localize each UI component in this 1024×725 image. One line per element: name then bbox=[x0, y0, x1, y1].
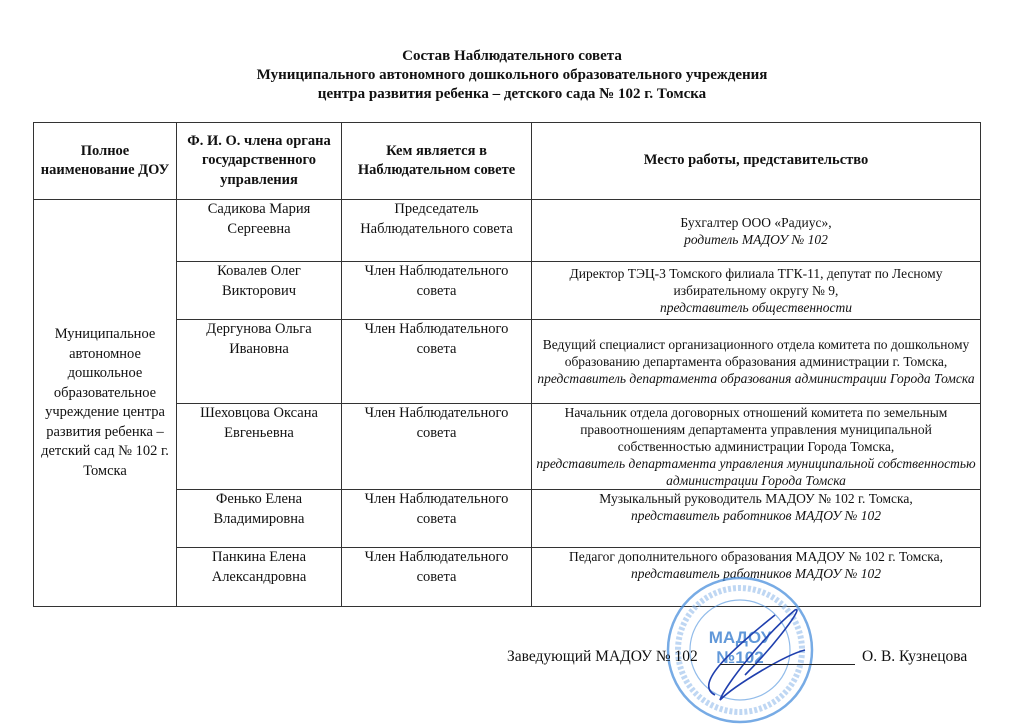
header-institution: Полное наименование ДОУ bbox=[34, 123, 177, 200]
table-header bbox=[34, 123, 981, 200]
table-row bbox=[34, 262, 981, 320]
table-row bbox=[34, 200, 981, 262]
member-role: Член Наблюдательного совета bbox=[342, 548, 532, 607]
work-text: Педагог дополнительного образования МАДОУ № 102 г. Томска, bbox=[568, 549, 944, 564]
table-row bbox=[34, 320, 981, 404]
document-title bbox=[0, 47, 1024, 104]
member-work bbox=[532, 490, 981, 548]
council-table bbox=[33, 122, 981, 607]
work-text: Бухгалтер ООО «Радиус», bbox=[680, 214, 832, 230]
member-work bbox=[532, 200, 981, 262]
table-row bbox=[34, 548, 981, 607]
member-work bbox=[532, 404, 981, 490]
table-row bbox=[34, 404, 981, 490]
rep-text: представитель работников МАДОУ № 102 bbox=[631, 566, 881, 581]
member-name: Шеховцова Оксана Евгеньевна bbox=[177, 404, 342, 490]
svg-text:№102: №102 bbox=[716, 648, 764, 667]
rep-text: родитель МАДОУ № 102 bbox=[684, 231, 828, 247]
member-name: Фенько Елена Владимировна bbox=[177, 490, 342, 548]
rep-text: представитель общественности bbox=[660, 300, 852, 315]
rep-text: представитель работников МАДОУ № 102 bbox=[631, 508, 881, 523]
title-line-1: Состав Наблюдательного совета bbox=[402, 48, 622, 64]
work-text: Музыкальный руководитель МАДОУ № 102 г. Томска, bbox=[599, 491, 913, 506]
header-role: Кем является в Наблюдательном совете bbox=[342, 123, 532, 200]
rep-text: представитель департамента управления муниципальной собственностью администрации Города Томска bbox=[536, 456, 976, 488]
signatory-name: О. В. Кузнецова bbox=[862, 648, 968, 665]
title-line-2: Муниципального автономного дошкольного образовательного учреждения bbox=[256, 67, 768, 83]
work-text: Начальник отдела договорных отношений комитета по земельным правоотношениям департамента управления муниципальной собственностью администрации Города Томска, bbox=[564, 405, 948, 454]
member-role: Член Наблюдательного совета bbox=[342, 262, 532, 320]
title-line-3: центра развития ребенка – детского сада № 102 г. Томска bbox=[317, 86, 707, 102]
rep-text: представитель департамента образования администрации Города Томска bbox=[537, 371, 975, 386]
header-name: Ф. И. О. члена органа государственного управления bbox=[177, 123, 342, 200]
work-text: Ведущий специалист организационного отдела комитета по дошкольному образованию департамента образования администрации г. Томска, bbox=[542, 337, 970, 369]
member-role: Член Наблюдательного совета bbox=[342, 490, 532, 548]
member-name: Дергунова Ольга Ивановна bbox=[177, 320, 342, 404]
institution-cell: Муниципальное автономное дошкольное образовательное учреждение центра развития ребенка – детский сад № 102 г. Томска bbox=[34, 200, 177, 607]
member-name: Панкина Елена Александровна bbox=[177, 548, 342, 607]
member-work bbox=[532, 262, 981, 320]
svg-text:МАДОУ: МАДОУ bbox=[708, 628, 772, 647]
header-work: Место работы, представительство bbox=[532, 123, 981, 200]
work-text: Директор ТЭЦ-3 Томского филиала ТГК-11, депутат по Лесному избирательному округу № 9, bbox=[569, 266, 943, 298]
member-work bbox=[532, 320, 981, 404]
signature-line bbox=[720, 664, 855, 665]
member-name: Ковалев Олег Викторович bbox=[177, 262, 342, 320]
member-role: Член Наблюдательного совета bbox=[342, 320, 532, 404]
member-name: Садикова Мария Сергеевна bbox=[177, 200, 342, 262]
table-row bbox=[34, 490, 981, 548]
member-role: Председатель Наблюдательного совета bbox=[342, 200, 532, 262]
member-role: Член Наблюдательного совета bbox=[342, 404, 532, 490]
signature-position: Заведующий МАДОУ № 102 bbox=[507, 648, 698, 665]
